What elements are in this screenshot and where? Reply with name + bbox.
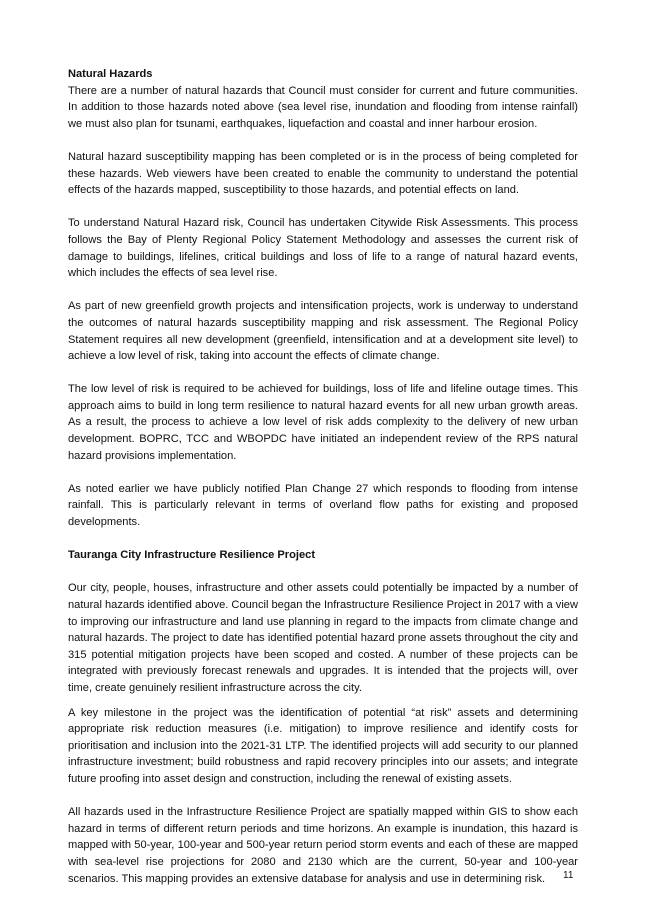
paragraph: Our city, people, houses, infrastructure and other assets could potentially be impacted by a number of natural hazards identified above. Council began the Infrastructure Resilience Project in 2017 with a view to improving our infrastructure and land use planning in regard to the impacts from climate change and natural hazards. The project to date has identified potential hazard prone assets throughout the city and 315 potential mitigation projects have been scoped and costed. A number of these projects can be integrated with previously forecast renewals and upgrades. It is intended that the projects will, over time, create genuinely resilient infrastructure across the city. [68, 582, 578, 694]
paragraph: There are a number of natural hazards that Council must consider for current and future communities. In addition to those hazards noted above (sea level rise, inundation and flooding from intense rainfall) we must also plan for tsunami, earthquakes, liquefaction and coastal and inner harbour erosion. [68, 84, 578, 130]
paragraph: The low level of risk is required to be achieved for buildings, loss of life and lifeline outage times. This approach aims to build in long term resilience to natural hazard events for all new urban growth areas. As a result, the process to achieve a low level of risk adds complexity to the delivery of new urban development. BOPRC, TCC and WBOPDC have initiated an independent review of the RPS natural hazard provisions implementation. [68, 383, 578, 462]
document-page [68, 66, 578, 887]
page-number: 11 [563, 870, 574, 881]
paragraph: As part of new greenfield growth projects and intensification projects, work is underway to understand the outcomes of natural hazards susceptibility mapping and risk assessment. The Regional Policy Statement requires all new development (greenfield, intensification and at a development site level) to achieve a low level of risk, taking into account the effects of climate change. [68, 300, 578, 363]
paragraph: A key milestone in the project was the identification of potential “at risk” assets and determining appropriate risk reduction measures (i.e. mitigation) to improve resilience and identify costs for prioritisation and inclusion into the 2021-31 LTP. The identified projects will add security to our planned infrastructure investment; build robustness and rapid recovery principles into our assets; and integrate future proofing into asset design and construction, including the renewal of existing assets. [68, 706, 578, 785]
section-heading-natural-hazards: Natural Hazards [68, 68, 153, 80]
paragraph: All hazards used in the Infrastructure Resilience Project are spatially mapped within GIS to show each hazard in terms of different return periods and time horizons. An example is inundation, this hazard is mapped with 50-year, 100-year and 500-year return period storm events and each of these are mapped with sea-level rise projections for 2080 and 2130 which are the current, 50-year and 100-year scenarios. This mapping provides an extensive database for analysis and use in determining risk. [68, 806, 578, 885]
paragraph: To understand Natural Hazard risk, Council has undertaken Citywide Risk Assessments. This process follows the Bay of Plenty Regional Policy Statement Methodology and assesses the current risk of damage to buildings, lifelines, critical buildings and loss of life to a range of natural hazard events, which includes the effects of sea level rise. [68, 217, 578, 280]
section-heading-infrastructure-resilience: Tauranga City Infrastructure Resilience Project [68, 549, 316, 562]
paragraph: Natural hazard susceptibility mapping has been completed or is in the process of being completed for these hazards. Web viewers have been created to enable the community to understand the potential effects of the hazards mapped, susceptibility to those hazards, and potential effects on land. [68, 150, 578, 197]
paragraph: As noted earlier we have publicly notified Plan Change 27 which responds to flooding from intense rainfall. This is particularly relevant in terms of overland flow paths for existing and proposed developments. [68, 482, 578, 529]
